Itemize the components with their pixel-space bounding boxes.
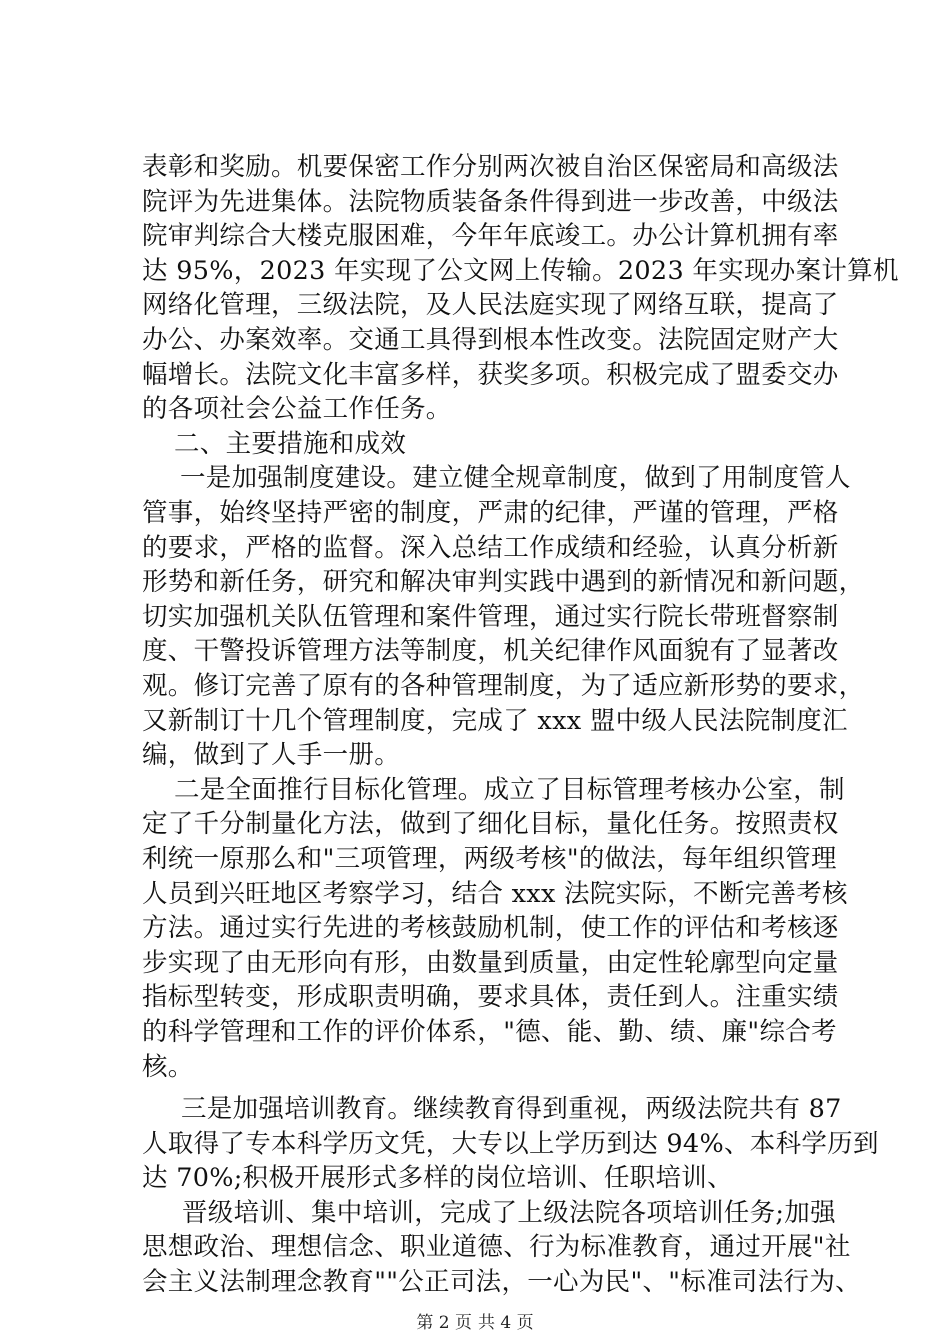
text-line: 达 95%，2023 年实现了公文网上传输。2023 年实现办案计算机 bbox=[142, 255, 899, 286]
text-line: 管事，始终坚持严密的制度，严肃的纪律，严谨的管理，严格 bbox=[142, 498, 839, 528]
text-line: 步实现了由无形向有形，由数量到质量，由定性轮廓型向定量 bbox=[142, 947, 839, 978]
text-line: 网络化管理，三级法院，及人民法庭实现了网络互联，提高了 bbox=[142, 290, 839, 321]
text-line: 院评为先进集体。法院物质装备条件得到进一步改善，中级法 bbox=[142, 186, 839, 217]
text-line: 核。 bbox=[142, 1051, 194, 1082]
paragraph-first-line: 二是全面推行目标化管理。成立了目标管理考核办公室，制 bbox=[174, 774, 845, 805]
text-line: 又新制订十几个管理制度，完成了 xxx 盟中级人民法院制度汇 bbox=[142, 705, 848, 736]
page-number-current: 第 2 页 bbox=[416, 1313, 472, 1333]
text-line: 指标型转变，形成职责明确，要求具体，责任到人。注重实绩 bbox=[142, 982, 839, 1013]
text-line: 的要求，严格的监督。深入总结工作成绩和经验，认真分析新 bbox=[142, 532, 839, 563]
text-line: 院审判综合大楼克服困难，今年年底竣工。办公计算机拥有率 bbox=[142, 221, 839, 252]
page-footer bbox=[0, 1312, 950, 1334]
text-line: 办公、办案效率。交通工具得到根本性改变。法院固定财产大 bbox=[142, 325, 839, 355]
text-line: 的科学管理和工作的评价体系，"德、能、勤、绩、廉"综合考 bbox=[142, 1017, 837, 1047]
text-line: 度、干警投诉管理方法等制度，机关纪律作风面貌有了显著改 bbox=[142, 636, 839, 667]
text-line: 表彰和奖励。机要保密工作分别两次被自治区保密局和高级法 bbox=[142, 152, 839, 182]
section-heading: 二、主要措施和成效 bbox=[174, 428, 407, 459]
text-line: 形势和新任务，研究和解决审判实践中遇到的新情况和新问题， bbox=[142, 567, 865, 598]
text-line: 观。修订完善了原有的各种管理制度，为了适应新形势的要求， bbox=[142, 671, 865, 701]
text-line: 幅增长。法院文化丰富多样，获奖多项。积极完成了盟委交办 bbox=[142, 359, 839, 390]
text-line: 人员到兴旺地区考察学习，结合 xxx 法院实际，不断完善考核 bbox=[142, 878, 848, 909]
text-line: 思想政治、理想信念、职业道德、行为标准教育，通过开展"社 bbox=[142, 1232, 851, 1263]
text-line: 达 70%;积极开展形式多样的岗位培训、任职培训、 bbox=[142, 1163, 733, 1194]
paragraph-first-line: 三是加强培训教育。继续教育得到重视，两级法院共有 87 bbox=[181, 1094, 842, 1124]
text-line: 的各项社会公益工作任务。 bbox=[142, 394, 452, 425]
paragraph-first-line: 晋级培训、集中培训，完成了上级法院各项培训任务;加强 bbox=[182, 1197, 836, 1228]
text-line: 利统一原那么和"三项管理，两级考核"的做法，每年组织管理 bbox=[142, 844, 837, 874]
text-line: 切实加强机关队伍管理和案件管理，通过实行院长带班督察制 bbox=[142, 601, 839, 632]
text-line: 会主义法制理念教育""公正司法，一心为民"、"标准司法行为、 bbox=[142, 1267, 861, 1297]
text-line: 方法。通过实行先进的考核鼓励机制，使工作的评估和考核逐 bbox=[142, 913, 839, 944]
text-line: 定了千分制量化方法，做到了细化目标，量化任务。按照责权 bbox=[142, 809, 839, 840]
text-line: 人取得了专本科学历文凭，大专以上学历到达 94%、本科学历到 bbox=[142, 1128, 879, 1159]
paragraph-first-line: 一是加强制度建设。建立健全规章制度，做到了用制度管人 bbox=[180, 463, 851, 494]
page-number-total: 共 4 页 bbox=[478, 1313, 534, 1333]
text-line: 编，做到了人手一册。 bbox=[142, 740, 401, 771]
